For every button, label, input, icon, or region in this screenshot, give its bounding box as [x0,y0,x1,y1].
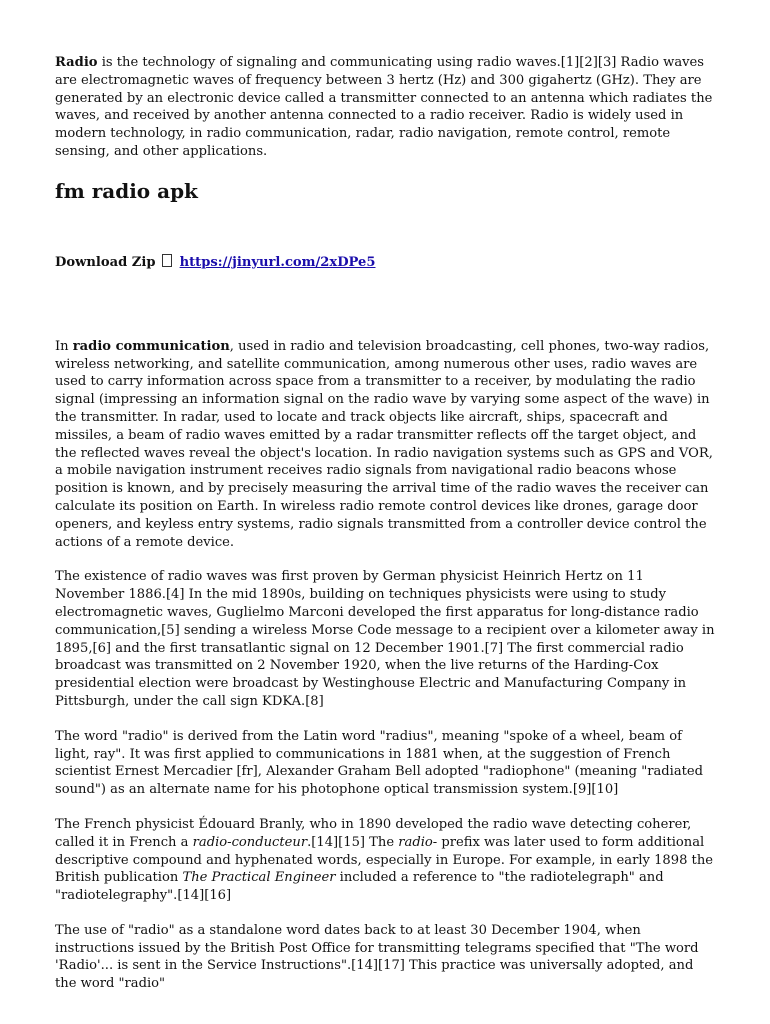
intro-paragraph [55,54,717,161]
branly-italic-1: radio-conducteur [192,834,308,850]
radio-comm-before: In [55,338,73,354]
missing-glyph-icon [162,254,172,267]
branly-text-3: prefix was later used to form additional descriptive compound and hyphenated words, especially in Europe. For example, in early 1898 the British publication [55,834,713,886]
paragraph-standalone: The use of "radio" as a standalone word dates back to at least 30 December 1904, when instructions issued by the British Post Office for transmitting telegrams specified that "The word 'Radio'... is sent in the Service Instructions".[14][17] This practice was universally adopted, and the word "radio" [55,922,699,992]
radio-comm-bold: radio communication [72,338,230,354]
document-body [55,54,717,993]
branly-italic-2: radio- [398,834,438,850]
radio-comm-after: , used in radio and television broadcasting, cell phones, two-way radios, wireless networking, and satellite communication, among numerous other uses, radio waves are used to carry information across space from a transmitter to a receiver, by modulating the radio signal (impressing an information signal on the radio wave by varying some aspect of the wave) in the transmitter. In radar, used to locate and track objects like aircraft, ships, spacecraft and missiles, a beam of radio waves emitted by a radar transmitter reflects off the target object, and the reflected waves reveal the object's location. In radio navigation systems such as GPS and VOR, a mobile navigation instrument receives radio signals from navigational radio beacons whose position is known, and by precisely measuring the arrival time of the radio waves the receiver can calculate its position on Earth. In wireless radio remote control devices like drones, garage door openers, and keyless entry systems, radio signals transmitted from a controller device control the actions of a remote device. [55,338,713,550]
page-title: fm radio apk [55,178,198,203]
paragraph-word-radio: The word "radio" is derived from the Latin word "radius", meaning "spoke of a wheel, beam of light, ray". It was first applied to communications in 1881 when, at the suggestion of French scientist Ernest Mercadier [fr], Alexander Graham Bell adopted "radiophone" (meaning "radiated sound") as an alternate name for his photophone optical transmission system.[9][10] [55,728,704,798]
branly-italic-3: The Practical Engineer [182,870,336,886]
download-line [55,254,717,272]
download-label: Download Zip [55,254,156,270]
intro-lead-bold: Radio [55,55,98,70]
paragraph-existence: The existence of radio waves was first proven by German physicist Heinrich Hertz on 11 November 1886.[4] In the mid 1890s, building on techniques physicists were using to study electromagnetic waves, Guglielmo Marconi developed the first apparatus for long-distance radio communication,[5] sending a wireless Morse Code message to a recipient over a kilometer away in 1895,[6] and the first transatlantic signal on 12 December 1901.[7] The first commercial radio broadcast was transmitted on 2 November 1920, when the live returns of the Harding-Cox presidential election were broadcast by Westinghouse Electric and Manufacturing Company in Pittsburgh, under the call sign KDKA.[8] [55,569,715,709]
intro-text: is the technology of signaling and communicating using radio waves.[1][2][3] Radio waves are electromagnetic waves of frequency between 3 hertz (Hz) and 300 gigahertz (GHz). They are generated by an electronic device called a transmitter connected to an antenna which radiates the waves, and received by another antenna connected to a radio receiver. Radio is widely used in modern technology, in radio communication, radar, radio navigation, remote control, remote sensing, and other applications. [55,55,713,159]
branly-text-4: included a reference to "the radiotelegraph" and "radiotelegraphy".[14][16] [55,870,664,904]
download-link[interactable]: https://jinyurl.com/2xDPe5 [179,254,376,270]
paragraph-radio-communication [55,338,717,552]
paragraph-branly [55,816,717,905]
branly-text-1: The French physicist Édouard Branly, who in 1890 developed the radio wave detecting coherer, called it in French a [55,816,692,850]
branly-text-2: .[14][15] The [307,834,399,850]
